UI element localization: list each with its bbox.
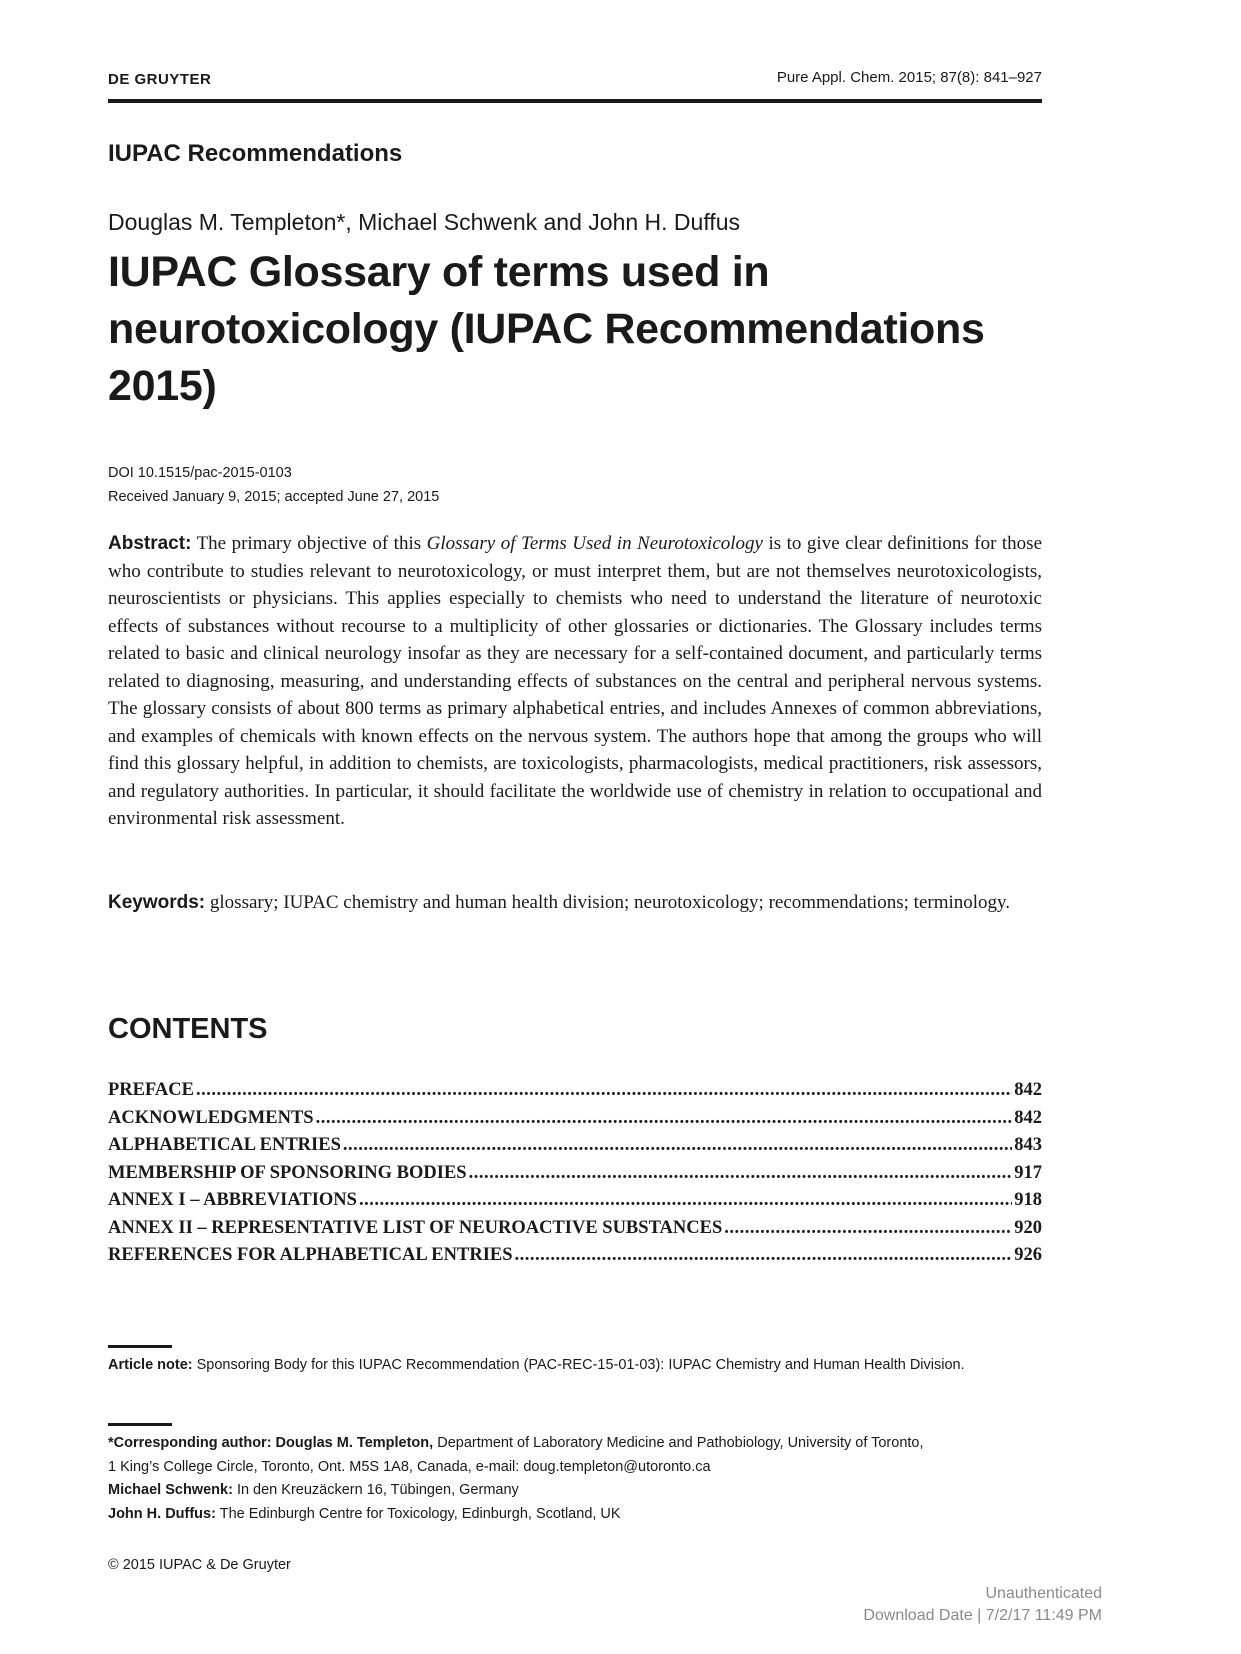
abstract-text-before: The primary objective of this [196,533,422,554]
download-watermark [863,1583,1102,1627]
toc-entry-annex-1[interactable] [108,1190,1042,1218]
toc-entry-label: ANNEX II – REPRESENTATIVE LIST OF NEUROACTIVE SUBSTANCES [108,1217,723,1238]
toc-entry-page: 843 [1014,1135,1042,1155]
toc-entry-label: ACKNOWLEDGMENTS [108,1107,314,1128]
abstract-label: Abstract: [108,533,192,554]
article-meta [108,461,439,509]
copyright: © 2015 IUPAC & De Gruyter [108,1557,291,1573]
author-list: Douglas M. Templeton*, Michael Schwenk and John H. Duffus [108,209,740,235]
toc-entry-page: 920 [1014,1217,1042,1238]
toc-leader-dots [515,1245,1013,1266]
doi[interactable]: DOI 10.1515/pac-2015-0103 [108,465,292,481]
toc-leader-dots [724,1218,1012,1239]
affiliation-text: The Edinburgh Centre for Toxicology, Edinburgh, Scotland, UK [219,1505,621,1522]
toc-entry-alphabetical-entries[interactable] [108,1135,1042,1163]
author-affiliations [108,1432,924,1526]
affiliation-label: Michael Schwenk: [108,1482,233,1498]
toc-entry-page: 842 [1014,1080,1042,1100]
toc-leader-dots [196,1080,1012,1101]
affiliation-label: John H. Duffus: [108,1505,216,1522]
keywords [108,889,1042,917]
toc-entry-references[interactable] [108,1245,1042,1273]
affiliation-duffus [108,1503,924,1527]
footnote-rule [108,1423,172,1426]
toc-entry-page: 918 [1014,1190,1042,1210]
toc-leader-dots [469,1163,1013,1184]
table-of-contents [108,1080,1042,1273]
article-title: IUPAC Glossary of terms used in neurotoxicology (IUPAC Recommendations 2015) [108,248,985,410]
corresponding-author-label: *Corresponding author: Douglas M. Templeton, [108,1435,434,1451]
toc-leader-dots [316,1108,1013,1129]
corresponding-author-address-2: 1 King’s College Circle, Toronto, Ont. M5S 1A8, Canada, e-mail: doug.templeton@utoronto.ca [108,1458,711,1475]
toc-entry-acknowledgments[interactable] [108,1108,1042,1136]
corresponding-author [108,1432,924,1456]
header-rule [108,99,1042,103]
contents-heading: CONTENTS [108,1013,268,1045]
journal-reference: Pure Appl. Chem. 2015; 87(8): 841–927 [776,69,1042,86]
toc-entry-page: 842 [1014,1107,1042,1128]
toc-entry-label: ALPHABETICAL ENTRIES [108,1135,341,1155]
toc-entry-preface[interactable] [108,1080,1042,1108]
abstract-text-after: is to give clear definitions for those who contribute to studies relevant to neurotoxicology, or must interpret them, but are not themselves neurotoxicologists, neuroscientists or physicians. This applies especially to chemists who need to understand the literature of neurotoxic effects of substances without recourse to a multiplicity of other glossaries or dictionaries. The Glossary includes terms related to basic and clinical neurology insofar as they are necessary for a self-contained document, and particularly terms related to diagnosing, measuring, and understanding effects of substances on the central and peripheral nervous systems. The glossary consists of about 800 terms as primary alphabetical entries, and includes Annexes of common abbreviations, and examples of chemicals with known effects on the nervous system. The authors hope that among the groups who will find this glossary helpful, in addition to chemists, are toxicologists, pharmacologists, medical practitioners, risk assessors, and regulatory authorities. In particular, it should facilitate the worldwide use of chemistry in relation to occupational and environmental risk assessment. [108,533,1043,829]
watermark-line-2: Download Date | 7/2/17 11:49 PM [863,1607,1102,1624]
abstract-italic-title: Glossary of Terms Used in Neurotoxicology [426,533,763,554]
section-label: IUPAC Recommendations [108,140,403,167]
toc-entry-label: ANNEX I – ABBREVIATIONS [108,1190,357,1210]
received-dates: Received January 9, 2015; accepted June 27, 2015 [108,489,440,505]
toc-entry-page: 917 [1014,1162,1042,1183]
page-header [108,64,1042,104]
article-note [108,1357,965,1373]
keywords-label: Keywords: [108,892,206,913]
article-note-label: Article note: [108,1357,193,1373]
toc-entry-annex-2[interactable] [108,1218,1042,1246]
footnote-rule [108,1345,172,1348]
toc-entry-page: 926 [1014,1245,1042,1265]
toc-entry-label: MEMBERSHIP OF SPONSORING BODIES [108,1162,467,1183]
watermark-line-1: Unauthenticated [985,1585,1102,1602]
toc-entry-membership[interactable] [108,1163,1042,1191]
publisher-name: DE GRUYTER [108,71,212,88]
toc-entry-label: REFERENCES FOR ALPHABETICAL ENTRIES [108,1245,513,1265]
toc-leader-dots [359,1190,1012,1211]
affiliation-schwenk [108,1479,924,1503]
affiliation-text: In den Kreuzäckern 16, Tübingen, Germany [236,1482,519,1498]
corresponding-author-address-1: Department of Laboratory Medicine and Pathobiology, University of Toronto, [437,1435,924,1451]
toc-entry-label: PREFACE [108,1080,194,1100]
toc-leader-dots [343,1135,1012,1156]
abstract [108,530,1042,833]
article-note-text: Sponsoring Body for this IUPAC Recommendation (PAC-REC-15-01-03): IUPAC Chemistry and Human Health Division. [196,1357,965,1373]
keywords-text: glossary; IUPAC chemistry and human health division; neurotoxicology; recommendations; terminology. [209,892,1011,913]
